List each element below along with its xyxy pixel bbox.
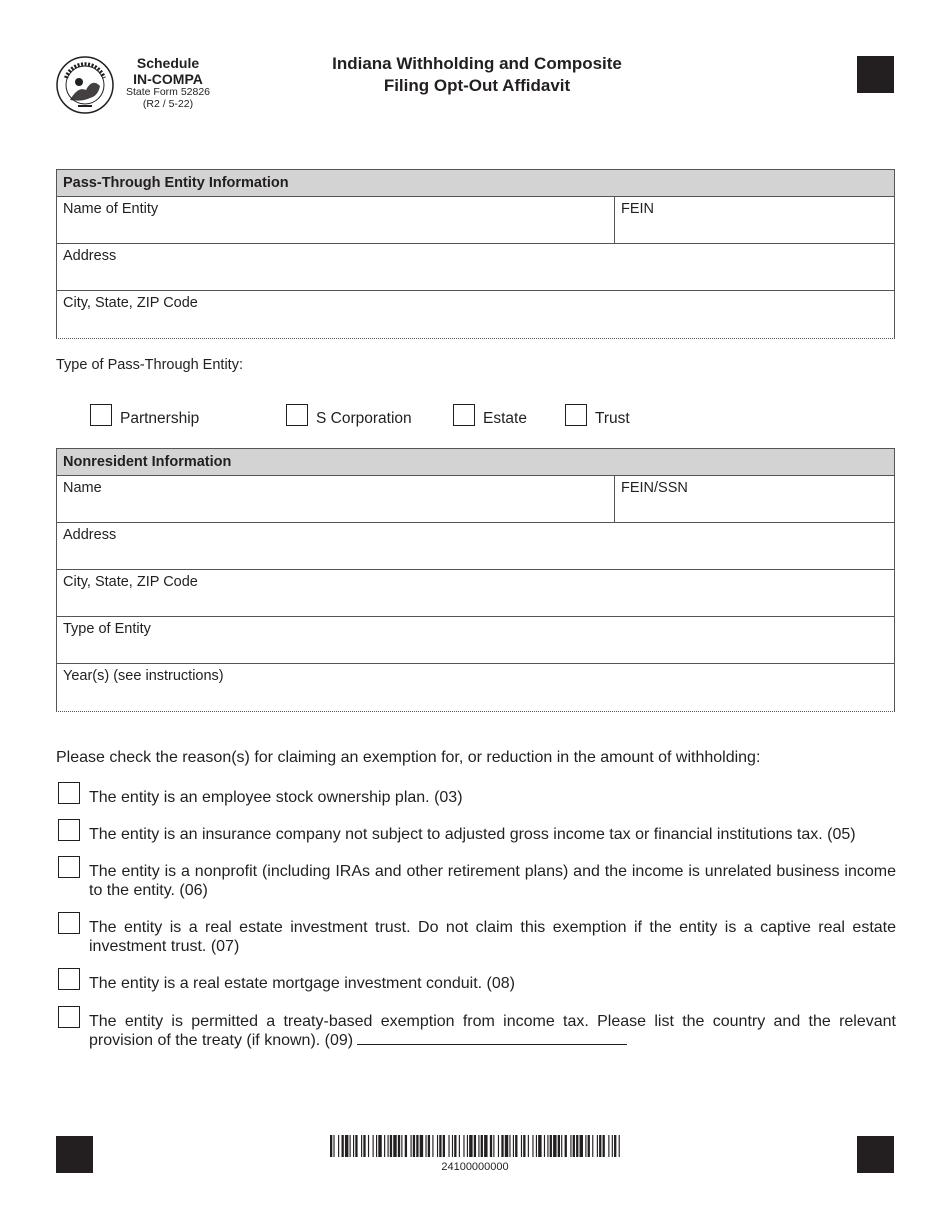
- barcode-bar: [490, 1135, 492, 1157]
- nonresident-fein-ssn-field[interactable]: [615, 476, 894, 522]
- barcode-bar: [411, 1135, 412, 1157]
- reason-item-09: [58, 1012, 896, 1050]
- registration-mark-top-right: [857, 56, 894, 93]
- nonresident-section: [56, 448, 895, 712]
- form-number: State Form 52826: [125, 86, 211, 99]
- entity-type-prompt: Type of Pass-Through Entity:: [56, 357, 243, 373]
- reason-item-07: [58, 918, 896, 956]
- barcode-bar: [388, 1135, 389, 1157]
- option-partnership[interactable]: [90, 404, 286, 426]
- barcode-bar: [474, 1135, 476, 1157]
- schedule-label: Schedule: [136, 55, 200, 71]
- barcode-bar: [576, 1135, 578, 1157]
- option-s-corporation[interactable]: [286, 404, 453, 426]
- barcode-bar: [553, 1135, 556, 1157]
- barcode-bar: [481, 1135, 483, 1157]
- schedule-block: [112, 56, 224, 111]
- entity-address-row: [57, 244, 894, 291]
- s-corporation-checkbox[interactable]: [286, 404, 308, 426]
- barcode-bar: [345, 1135, 348, 1157]
- barcode-bar: [528, 1135, 529, 1157]
- barcode-bar: [454, 1135, 456, 1157]
- entity-city-field[interactable]: [57, 291, 894, 338]
- entity-name-row: [57, 197, 894, 244]
- reason-item-06: [58, 862, 896, 900]
- barcode-bar: [420, 1135, 423, 1157]
- nonresident-address-field[interactable]: [57, 523, 894, 569]
- nonresident-name-field[interactable]: [57, 476, 615, 522]
- entity-city-label: City, State, ZIP Code: [63, 295, 198, 311]
- reason-07-checkbox[interactable]: [58, 912, 80, 934]
- barcode-bar: [378, 1135, 381, 1157]
- barcode-bar: [536, 1135, 537, 1157]
- barcode-bar: [573, 1135, 575, 1157]
- reason-07-text: The entity is a real estate investment trust. Do not claim this exemption if the entity is a captive real estate investment trust. (07): [89, 919, 896, 955]
- reason-05-checkbox[interactable]: [58, 819, 80, 841]
- barcode-bar: [439, 1135, 441, 1157]
- form-title: [278, 53, 676, 97]
- reasons-intro: Please check the reason(s) for claiming an exemption for, or reduction in the amount of withholding:: [56, 749, 761, 766]
- barcode-bar: [588, 1135, 590, 1157]
- barcode-bar: [368, 1135, 369, 1157]
- reason-05-text: The entity is an insurance company not subject to adjusted gross income tax or financial institutions tax. (05): [89, 826, 856, 843]
- form-title-line2: Filing Opt-Out Affidavit: [383, 76, 571, 95]
- schedule-code: IN-COMPA: [133, 70, 203, 87]
- registration-mark-bottom-left: [56, 1136, 93, 1173]
- barcode-bar: [355, 1135, 357, 1157]
- barcode-bar: [565, 1135, 567, 1157]
- form-title-line1: Indiana Withholding and Composite: [332, 54, 622, 73]
- nonresident-entity-type-label: Type of Entity: [63, 621, 151, 637]
- barcode-bar: [401, 1135, 402, 1157]
- barcode-bar: [478, 1135, 479, 1157]
- barcode-bar: [561, 1135, 562, 1157]
- reason-09-checkbox[interactable]: [58, 1006, 80, 1028]
- barcode-bar: [521, 1135, 522, 1157]
- state-seal-logo: [56, 56, 114, 114]
- nonresident-years-field[interactable]: [57, 664, 894, 711]
- barcode-bar: [361, 1135, 362, 1157]
- entity-address-field[interactable]: [57, 244, 894, 290]
- pass-through-section-title: Pass-Through Entity Information: [57, 170, 894, 197]
- reason-06-text: The entity is a nonprofit (including IRAs and other retirement plans) and the income is unrelated business income to the entity. (06): [89, 863, 896, 899]
- form-revision: (R2 / 5-22): [142, 98, 194, 111]
- nonresident-years-row: [57, 664, 894, 711]
- reason-item-08: [58, 974, 896, 993]
- entity-city-row: [57, 291, 894, 338]
- barcode-bar: [603, 1135, 605, 1157]
- barcode-bar: [413, 1135, 415, 1157]
- barcode-bar: [558, 1135, 560, 1157]
- nonresident-entity-type-row: [57, 617, 894, 664]
- barcode: [330, 1135, 620, 1157]
- option-estate[interactable]: [453, 404, 565, 426]
- barcode-bar: [597, 1135, 598, 1157]
- trust-label: Trust: [595, 409, 630, 427]
- barcode-bar: [416, 1135, 418, 1157]
- barcode-bar: [443, 1135, 445, 1157]
- nonresident-city-label: City, State, ZIP Code: [63, 574, 198, 590]
- nonresident-fein-ssn-label: FEIN/SSN: [621, 480, 688, 496]
- entity-fein-field[interactable]: [615, 197, 894, 243]
- barcode-bar: [338, 1135, 339, 1157]
- barcode-bar: [467, 1135, 468, 1157]
- partnership-label: Partnership: [120, 409, 200, 427]
- barcode-bar: [612, 1135, 613, 1157]
- nonresident-city-row: [57, 570, 894, 617]
- s-corporation-label: S Corporation: [316, 409, 412, 427]
- barcode-bar: [532, 1135, 533, 1157]
- barcode-bar: [384, 1135, 385, 1157]
- barcode-bar: [437, 1135, 438, 1157]
- barcode-bar: [608, 1135, 609, 1157]
- barcode-bar: [448, 1135, 449, 1157]
- barcode-bar: [469, 1135, 472, 1157]
- nonresident-address-label: Address: [63, 527, 117, 543]
- barcode-bar: [570, 1135, 571, 1157]
- barcode-bar: [363, 1135, 365, 1157]
- reason-item-05: [58, 825, 896, 844]
- barcode-bar: [432, 1135, 433, 1157]
- barcode-bar: [398, 1135, 400, 1157]
- reason-09-text-block: [89, 1012, 896, 1050]
- barcode-bar: [592, 1135, 593, 1157]
- entity-fein-label: FEIN: [621, 201, 655, 217]
- barcode-bar: [505, 1135, 508, 1157]
- barcode-bar: [452, 1135, 453, 1157]
- barcode-bar: [484, 1135, 487, 1157]
- reason-08-text: The entity is a real estate mortgage investment conduit. (08): [89, 975, 515, 992]
- barcode-bar: [393, 1135, 396, 1157]
- barcode-bar: [333, 1135, 334, 1157]
- barcode-bar: [428, 1135, 430, 1157]
- barcode-bar: [493, 1135, 494, 1157]
- barcode-bar: [513, 1135, 514, 1157]
- barcode-bar: [585, 1135, 586, 1157]
- barcode-bar: [614, 1135, 616, 1157]
- barcode-number: 24100000000: [441, 1161, 509, 1173]
- barcode-bar: [509, 1135, 510, 1157]
- pass-through-entity-section: [56, 169, 895, 339]
- trust-checkbox[interactable]: [565, 404, 587, 426]
- barcode-bar: [390, 1135, 392, 1157]
- nonresident-name-label: Name: [63, 480, 102, 496]
- barcode-bar: [501, 1135, 503, 1157]
- barcode-bar: [547, 1135, 548, 1157]
- barcode-bar: [619, 1135, 620, 1157]
- reason-06-checkbox[interactable]: [58, 856, 80, 878]
- barcode-bar: [523, 1135, 525, 1157]
- nonresident-years-label: Year(s) (see instructions): [63, 668, 224, 684]
- barcode-bar: [330, 1135, 332, 1157]
- barcode-bar: [580, 1135, 583, 1157]
- barcode-bar: [376, 1135, 377, 1157]
- barcode-bar: [544, 1135, 545, 1157]
- barcode-bar: [550, 1135, 552, 1157]
- barcode-bar: [342, 1135, 344, 1157]
- estate-label: Estate: [483, 409, 527, 427]
- barcode-bar: [425, 1135, 426, 1157]
- barcode-bar: [538, 1135, 541, 1157]
- entity-name-field[interactable]: [57, 197, 615, 243]
- reason-09-text: The entity is permitted a treaty-based exemption from income tax. Please list the country and the relevant provision of the treaty (if known). (09): [89, 1013, 896, 1049]
- barcode-bar: [405, 1135, 407, 1157]
- partnership-checkbox[interactable]: [90, 404, 112, 426]
- barcode-bar: [373, 1135, 374, 1157]
- entity-type-options: [90, 404, 630, 426]
- entity-name-label: Name of Entity: [63, 201, 159, 217]
- barcode-bar: [599, 1135, 601, 1157]
- reason-03-checkbox[interactable]: [58, 782, 80, 804]
- reason-item-03: [58, 788, 896, 807]
- registration-mark-bottom-right: [857, 1136, 894, 1173]
- barcode-bar: [515, 1135, 517, 1157]
- nonresident-city-field[interactable]: [57, 570, 894, 616]
- nonresident-entity-type-field[interactable]: [57, 617, 894, 663]
- nonresident-section-title: Nonresident Information: [57, 449, 894, 476]
- barcode-bar: [353, 1135, 354, 1157]
- entity-address-label: Address: [63, 248, 117, 264]
- option-trust[interactable]: [565, 404, 630, 426]
- reason-08-checkbox[interactable]: [58, 968, 80, 990]
- treaty-country-input[interactable]: [357, 1031, 627, 1045]
- nonresident-address-row: [57, 523, 894, 570]
- barcode-bar: [498, 1135, 499, 1157]
- barcode-bar: [350, 1135, 351, 1157]
- barcode-bar: [459, 1135, 460, 1157]
- nonresident-name-row: [57, 476, 894, 523]
- estate-checkbox[interactable]: [453, 404, 475, 426]
- reason-03-text: The entity is an employee stock ownership plan. (03): [89, 789, 463, 806]
- barcode-bar: [463, 1135, 464, 1157]
